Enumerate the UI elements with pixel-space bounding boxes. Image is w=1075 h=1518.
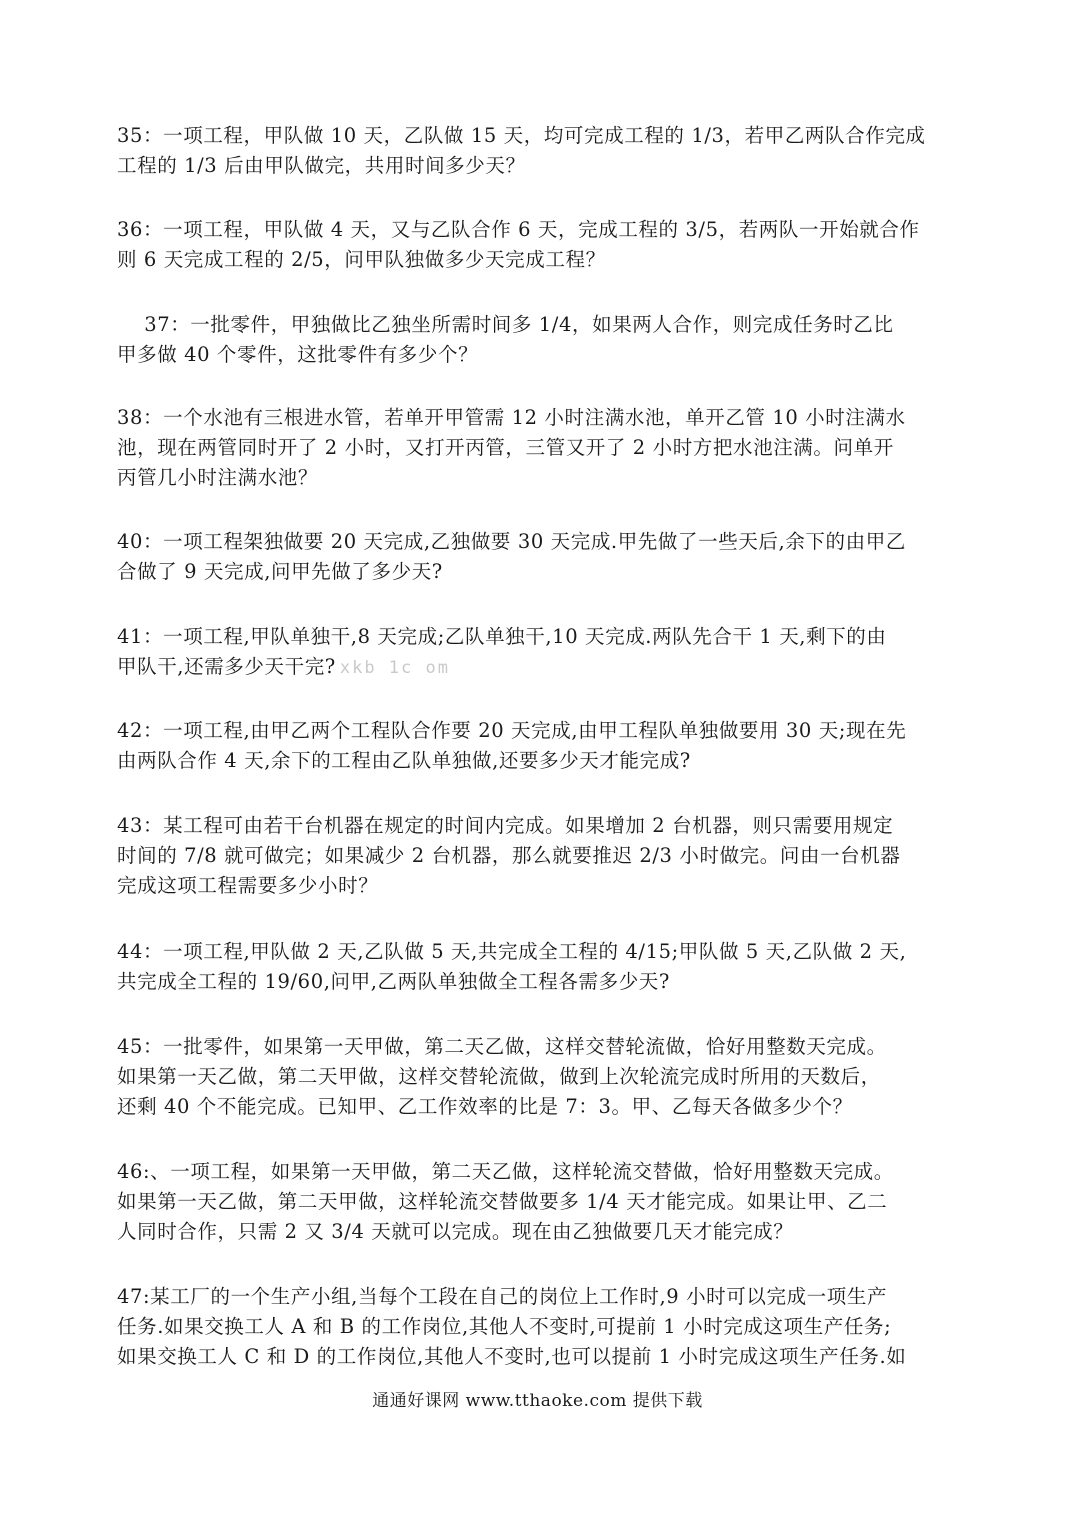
problem-44 <box>117 937 962 997</box>
problem-40 <box>117 527 962 587</box>
problem-35 <box>117 121 962 181</box>
problem-45 <box>117 1032 962 1122</box>
problem-line: 完成这项工程需要多少小时？ <box>117 874 379 897</box>
problem-line: 如果第一天乙做，第二天甲做，这样轮流交替做要多 1/4 天才能完成。如果让甲、乙二 <box>117 1190 888 1213</box>
problem-line: 37：一批零件，甲独做比乙独坐所需时间多 1/4，如果两人合作，则完成任务时乙比 <box>117 313 894 336</box>
problem-38 <box>117 403 962 493</box>
problem-line: 人同时合作，只需 2 又 3/4 天就可以完成。现在由乙独做要几天才能完成？ <box>117 1220 794 1243</box>
problem-47 <box>117 1282 962 1372</box>
problem-46 <box>117 1157 962 1247</box>
watermark-text: xkb 1c om <box>339 658 450 678</box>
problem-line: 池，现在两管同时开了 2 小时，又打开丙管，三管又开了 2 小时方把水池注满。问单开 <box>117 436 894 459</box>
page-footer: 通通好课网 www.tthaoke.com 提供下载 <box>372 1391 703 1411</box>
problem-line: 任务.如果交换工人 A 和 B 的工作岗位,其他人不变时,可提前 1 小时完成这项生产任务; <box>117 1315 892 1338</box>
problem-line: 38：一个水池有三根进水管，若单开甲管需 12 小时注满水池，单开乙管 10 小时注满水 <box>117 406 906 429</box>
problem-line: 36：一项工程，甲队做 4 天，又与乙队合作 6 天，完成工程的 3/5，若两队一开始就合作 <box>117 218 920 241</box>
problem-line: 40：一项工程架独做要 20 天完成,乙独做要 30 天完成.甲先做了一些天后,余下的由甲乙 <box>117 530 906 553</box>
problem-line: 44：一项工程,甲队做 2 天,乙队做 5 天,共完成全工程的 4/15;甲队做 5 天,乙队做 2 天, <box>117 940 907 963</box>
problem-line: 合做了 9 天完成,问甲先做了多少天? <box>117 560 443 583</box>
problem-line: 由两队合作 4 天,余下的工程由乙队单独做,还要多少天才能完成? <box>117 749 691 772</box>
problem-line-text: 甲队干,还需多少天干完? <box>117 655 336 678</box>
problem-36 <box>117 215 962 275</box>
problem-line: 甲多做 40 个零件，这批零件有多少个？ <box>117 343 479 366</box>
problem-41 <box>117 622 962 682</box>
problem-line: 45：一批零件，如果第一天甲做，第二天乙做，这样交替轮流做，恰好用整数天完成。 <box>117 1035 887 1058</box>
problem-line: 47:某工厂的一个生产小组,当每个工段在自己的岗位上工作时,9 小时可以完成一项生产 <box>117 1285 888 1308</box>
problem-line: 如果第一天乙做，第二天甲做，这样交替轮流做，做到上次轮流完成时所用的天数后， <box>117 1065 881 1088</box>
problem-line: 如果交换工人 C 和 D 的工作岗位,其他人不变时,也可以提前 1 小时完成这项生产任务.如 <box>117 1345 907 1368</box>
problem-line: 时间的 7/8 就可做完；如果减少 2 台机器，那么就要推迟 2/3 小时做完。问由一台机器 <box>117 844 901 867</box>
problem-line: 则 6 天完成工程的 2/5，问甲队独做多少天完成工程？ <box>117 248 606 271</box>
problem-line: 43：某工程可由若干台机器在规定的时间内完成。如果增加 2 台机器，则只需要用规定 <box>117 814 894 837</box>
problem-line: 丙管几小时注满水池？ <box>117 466 319 489</box>
problem-43 <box>117 811 962 901</box>
problem-line: 还剩 40 个不能完成。已知甲、乙工作效率的比是 7：3。甲、乙每天各做多少个？ <box>117 1095 853 1118</box>
problem-37 <box>117 310 962 370</box>
problem-line: 41：一项工程,甲队单独干,8 天完成;乙队单独干,10 天完成.两队先合干 1 天,剩下的由 <box>117 625 887 648</box>
problem-42 <box>117 716 962 776</box>
problem-line: 工程的 1/3 后由甲队做完，共用时间多少天？ <box>117 154 526 177</box>
problem-line: 共完成全工程的 19/60,问甲,乙两队单独做全工程各需多少天? <box>117 970 670 993</box>
problem-line: 42：一项工程,由甲乙两个工程队合作要 20 天完成,由甲工程队单独做要用 30 天;现在先 <box>117 719 907 742</box>
problem-line: 46:、一项工程，如果第一天甲做，第二天乙做，这样轮流交替做，恰好用整数天完成。 <box>117 1160 894 1183</box>
problem-line: 35：一项工程，甲队做 10 天，乙队做 15 天，均可完成工程的 1/3，若甲乙两队合作完成 <box>117 124 926 147</box>
problem-line <box>117 652 962 682</box>
